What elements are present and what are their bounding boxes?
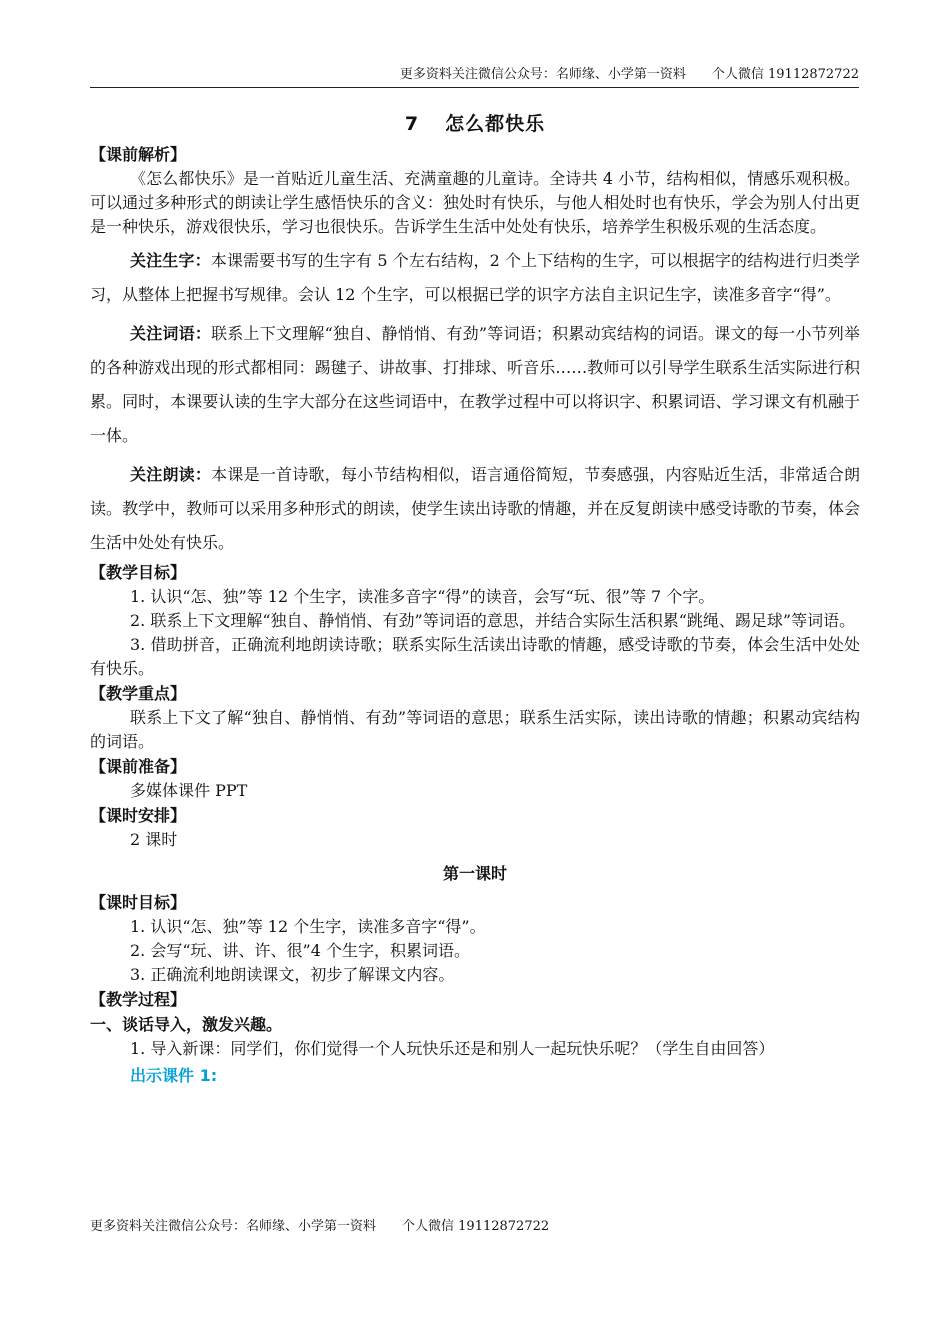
- focus-words: [90, 317, 860, 453]
- process-heading: 【教学过程】: [90, 990, 187, 1009]
- header-wechat: 个人微信 19112872722: [711, 67, 859, 82]
- focus-label: 关注朗读：: [130, 465, 212, 484]
- show-courseware-label: 出示课件 1:: [130, 1066, 218, 1085]
- focus-text: 本课需要书写的生字有 5 个左右结构，2 个上下结构的生字，可以根据字的结构进行归类学习，从整体上把握书写规律。会认 12 个生字，可以根据已学的识字方法自主识记生字，读准多音字“得”。: [90, 251, 860, 304]
- preparation-heading: 【课前准备】: [90, 757, 187, 776]
- lesson1-goals-heading: 【课时目标】: [90, 893, 187, 912]
- schedule-text: 2 课时: [130, 830, 178, 849]
- header-source: 更多资料关注微信公众号：名师缘、小学第一资料: [399, 67, 686, 82]
- footer-wechat: 个人微信 19112872722: [402, 1219, 550, 1234]
- analysis-heading: 【课前解析】: [90, 145, 187, 164]
- document-body: [90, 110, 860, 1088]
- page-footer: [90, 1218, 549, 1236]
- key-points-text: 联系上下文了解“独自、静悄悄、有劲”等词语的意思；联系生活实际，读出诗歌的情趣；积累动宾结构的词语。: [90, 708, 860, 751]
- focus-label: 关注生字：: [130, 251, 211, 270]
- analysis-intro: 《怎么都快乐》是一首贴近儿童生活、充满童趣的儿童诗。全诗共 4 小节，结构相似，情感乐观积极。可以通过多种形式的朗读让学生感悟快乐的含义：独处时有快乐，与他人相处时也有快乐，学会为别人付出更是一种快乐，游戏很快乐，学习也很快乐。告诉学生生活中处处有快乐，培养学生积极乐观的生活态度。: [90, 169, 860, 236]
- step1-text: 1. 导入新课：同学们，你们觉得一个人玩快乐还是和别人一起玩快乐呢？（学生自由回答）: [130, 1039, 775, 1058]
- lesson1-goal-item: 1. 认识“怎、独”等 12 个生字，读准多音字“得”。: [130, 917, 486, 936]
- schedule-heading: 【课时安排】: [90, 806, 187, 825]
- lesson1-goal-item: 2. 会写“玩、讲、许、很”4 个生字，积累词语。: [130, 941, 470, 960]
- goal-item: 1. 认识“怎、独”等 12 个生字，读准多音字“得”的读音，会写“玩、很”等 7 个字。: [130, 587, 715, 606]
- lesson1-goal-item: 3. 正确流利地朗读课文，初步了解课文内容。: [130, 965, 455, 984]
- goals-heading: 【教学目标】: [90, 563, 187, 582]
- focus-label: 关注词语：: [130, 324, 212, 343]
- goal-item: 3. 借助拼音，正确流利地朗读诗歌；联系实际生活读出诗歌的情趣，感受诗歌的节奏，体会生活中处处有快乐。: [90, 635, 860, 678]
- focus-characters: [90, 244, 860, 312]
- lesson1-title: 第一课时: [442, 864, 507, 883]
- lesson-title: [90, 110, 860, 138]
- lesson-number: 7: [404, 113, 420, 135]
- preparation-text: 多媒体课件 PPT: [130, 781, 248, 800]
- step1-title: 一、谈话导入，激发兴趣。: [90, 1015, 283, 1034]
- page-header: [90, 66, 859, 88]
- goal-item: 2. 联系上下文理解“独自、静悄悄、有劲”等词语的意思，并结合实际生活积累“跳绳、踢足球”等词语。: [130, 611, 856, 630]
- footer-source: 更多资料关注微信公众号：名师缘、小学第一资料: [90, 1219, 377, 1234]
- key-points-heading: 【教学重点】: [90, 684, 187, 703]
- focus-text: 本课是一首诗歌，每小节结构相似，语言通俗简短，节奏感强，内容贴近生活，非常适合朗读。教学中，教师可以采用多种形式的朗读，使学生读出诗歌的情趣，并在反复朗读中感受诗歌的节奏，体会生活中处处有快乐。: [90, 465, 860, 552]
- lesson-title-text: 怎么都快乐: [445, 113, 546, 135]
- focus-text: 联系上下文理解“独自、静悄悄、有劲”等词语；积累动宾结构的词语。课文的每一小节列举的各种游戏出现的形式都相同：踢毽子、讲故事、打排球、听音乐……教师可以引导学生联系生活实际进行积累。同时，本课要认读的生字大部分在这些词语中，在教学过程中可以将识字、积累词语、学习课文有机融于一体。: [90, 324, 860, 445]
- focus-reading: [90, 458, 860, 560]
